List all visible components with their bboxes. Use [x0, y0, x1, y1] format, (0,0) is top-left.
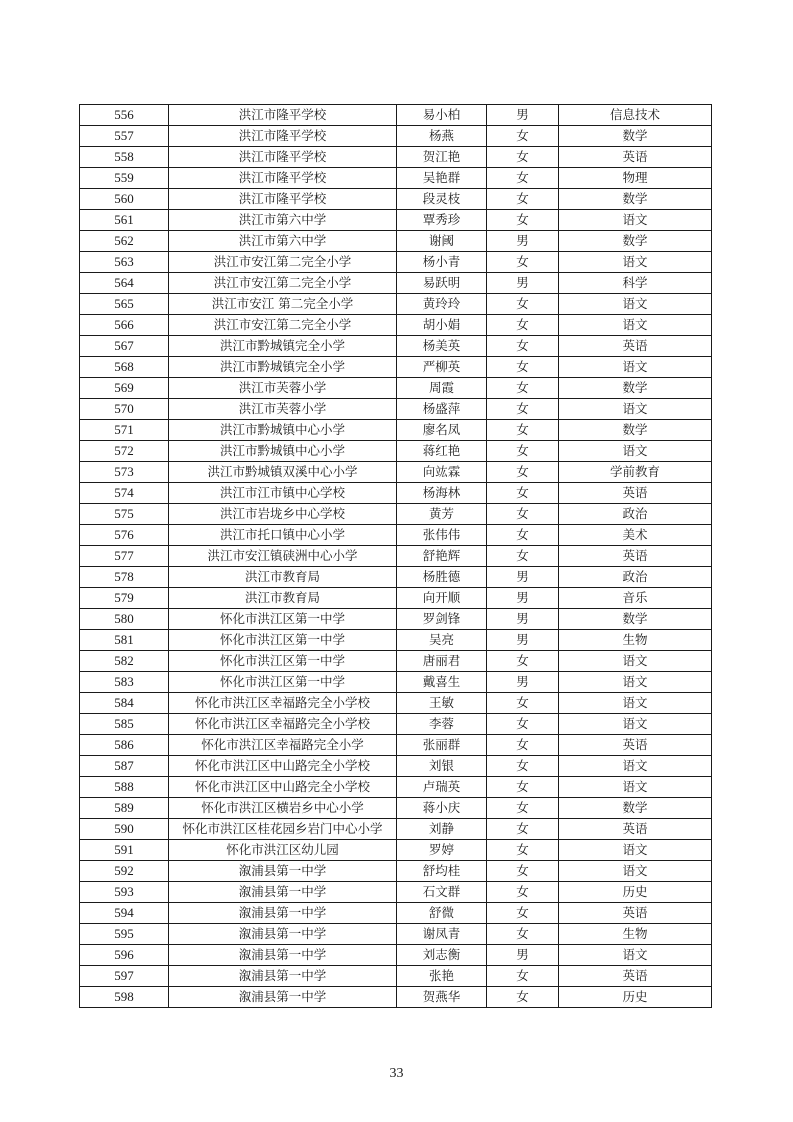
teacher-name-cell: 舒艳辉 [397, 546, 487, 567]
row-number-cell: 561 [80, 210, 169, 231]
subject-cell: 生物 [559, 630, 712, 651]
subject-cell: 英语 [559, 483, 712, 504]
subject-cell: 语文 [559, 672, 712, 693]
subject-cell: 英语 [559, 903, 712, 924]
teacher-name-cell: 谢凤青 [397, 924, 487, 945]
row-number-cell: 595 [80, 924, 169, 945]
table-row [80, 126, 712, 147]
subject-cell: 语文 [559, 210, 712, 231]
subject-cell: 英语 [559, 966, 712, 987]
subject-cell: 语文 [559, 252, 712, 273]
subject-cell: 音乐 [559, 588, 712, 609]
school-cell: 洪江市托口镇中心小学 [169, 525, 397, 546]
school-cell: 溆浦县第一中学 [169, 987, 397, 1008]
school-cell: 洪江市安江镇硖洲中心小学 [169, 546, 397, 567]
school-cell: 洪江市安江第二完全小学 [169, 252, 397, 273]
table-row [80, 609, 712, 630]
table-row [80, 525, 712, 546]
gender-cell: 女 [487, 210, 559, 231]
subject-cell: 语文 [559, 945, 712, 966]
table-row [80, 252, 712, 273]
teacher-name-cell: 蒋小庆 [397, 798, 487, 819]
row-number-cell: 586 [80, 735, 169, 756]
school-cell: 洪江市安江第二完全小学 [169, 273, 397, 294]
school-cell: 怀化市洪江区横岩乡中心小学 [169, 798, 397, 819]
subject-cell: 数学 [559, 609, 712, 630]
teacher-name-cell: 黄芳 [397, 504, 487, 525]
table-row [80, 987, 712, 1008]
gender-cell: 女 [487, 189, 559, 210]
teacher-name-cell: 段灵枝 [397, 189, 487, 210]
teacher-name-cell: 王敏 [397, 693, 487, 714]
teacher-name-cell: 刘志衡 [397, 945, 487, 966]
school-cell: 怀化市洪江区桂花园乡岩门中心小学 [169, 819, 397, 840]
row-number-cell: 596 [80, 945, 169, 966]
row-number-cell: 563 [80, 252, 169, 273]
teacher-name-cell: 杨盛萍 [397, 399, 487, 420]
gender-cell: 女 [487, 651, 559, 672]
row-number-cell: 585 [80, 714, 169, 735]
subject-cell: 数学 [559, 231, 712, 252]
gender-cell: 女 [487, 546, 559, 567]
gender-cell: 女 [487, 441, 559, 462]
subject-cell: 语文 [559, 441, 712, 462]
table-row [80, 819, 712, 840]
teacher-name-cell: 张伟伟 [397, 525, 487, 546]
row-number-cell: 571 [80, 420, 169, 441]
table-row [80, 441, 712, 462]
school-cell: 洪江市黔城镇中心小学 [169, 441, 397, 462]
school-cell: 洪江市隆平学校 [169, 147, 397, 168]
subject-cell: 语文 [559, 693, 712, 714]
subject-cell: 政治 [559, 567, 712, 588]
teacher-name-cell: 石文群 [397, 882, 487, 903]
teacher-name-cell: 易跃明 [397, 273, 487, 294]
school-cell: 溆浦县第一中学 [169, 861, 397, 882]
table-row [80, 861, 712, 882]
teacher-name-cell: 刘静 [397, 819, 487, 840]
gender-cell: 男 [487, 273, 559, 294]
row-number-cell: 575 [80, 504, 169, 525]
table-row [80, 735, 712, 756]
roster-table-body [80, 105, 712, 1008]
gender-cell: 女 [487, 714, 559, 735]
gender-cell: 女 [487, 693, 559, 714]
gender-cell: 女 [487, 861, 559, 882]
school-cell: 洪江市第六中学 [169, 231, 397, 252]
gender-cell: 女 [487, 924, 559, 945]
row-number-cell: 568 [80, 357, 169, 378]
teacher-name-cell: 舒均桂 [397, 861, 487, 882]
school-cell: 洪江市江市镇中心学校 [169, 483, 397, 504]
teacher-name-cell: 杨美英 [397, 336, 487, 357]
table-row [80, 651, 712, 672]
gender-cell: 男 [487, 231, 559, 252]
gender-cell: 女 [487, 777, 559, 798]
row-number-cell: 591 [80, 840, 169, 861]
teacher-name-cell: 周霞 [397, 378, 487, 399]
gender-cell: 女 [487, 399, 559, 420]
school-cell: 怀化市洪江区第一中学 [169, 630, 397, 651]
row-number-cell: 558 [80, 147, 169, 168]
gender-cell: 女 [487, 483, 559, 504]
row-number-cell: 589 [80, 798, 169, 819]
table-row [80, 315, 712, 336]
subject-cell: 英语 [559, 546, 712, 567]
school-cell: 洪江市隆平学校 [169, 126, 397, 147]
row-number-cell: 577 [80, 546, 169, 567]
table-row [80, 231, 712, 252]
school-cell: 怀化市洪江区幸福路完全小学 [169, 735, 397, 756]
subject-cell: 语文 [559, 294, 712, 315]
teacher-name-cell: 向竑霖 [397, 462, 487, 483]
table-row [80, 378, 712, 399]
teacher-name-cell: 吴艳群 [397, 168, 487, 189]
roster-table [79, 104, 712, 1008]
table-row [80, 756, 712, 777]
teacher-name-cell: 张艳 [397, 966, 487, 987]
teacher-name-cell: 易小柏 [397, 105, 487, 126]
row-number-cell: 580 [80, 609, 169, 630]
teacher-name-cell: 戴喜生 [397, 672, 487, 693]
row-number-cell: 582 [80, 651, 169, 672]
gender-cell: 男 [487, 945, 559, 966]
row-number-cell: 569 [80, 378, 169, 399]
row-number-cell: 584 [80, 693, 169, 714]
gender-cell: 女 [487, 168, 559, 189]
gender-cell: 女 [487, 903, 559, 924]
subject-cell: 语文 [559, 651, 712, 672]
school-cell: 怀化市洪江区第一中学 [169, 651, 397, 672]
row-number-cell: 570 [80, 399, 169, 420]
gender-cell: 女 [487, 252, 559, 273]
gender-cell: 女 [487, 357, 559, 378]
subject-cell: 政治 [559, 504, 712, 525]
teacher-name-cell: 杨小青 [397, 252, 487, 273]
table-row [80, 798, 712, 819]
school-cell: 洪江市教育局 [169, 588, 397, 609]
school-cell: 怀化市洪江区幸福路完全小学校 [169, 693, 397, 714]
table-row [80, 294, 712, 315]
table-row [80, 147, 712, 168]
row-number-cell: 557 [80, 126, 169, 147]
school-cell: 洪江市黔城镇完全小学 [169, 336, 397, 357]
subject-cell: 美术 [559, 525, 712, 546]
table-row [80, 714, 712, 735]
school-cell: 溆浦县第一中学 [169, 882, 397, 903]
row-number-cell: 565 [80, 294, 169, 315]
teacher-name-cell: 吴亮 [397, 630, 487, 651]
row-number-cell: 559 [80, 168, 169, 189]
teacher-name-cell: 蒋红艳 [397, 441, 487, 462]
table-row [80, 105, 712, 126]
gender-cell: 男 [487, 672, 559, 693]
row-number-cell: 587 [80, 756, 169, 777]
teacher-name-cell: 唐丽君 [397, 651, 487, 672]
table-row [80, 567, 712, 588]
subject-cell: 数学 [559, 126, 712, 147]
gender-cell: 女 [487, 882, 559, 903]
subject-cell: 数学 [559, 378, 712, 399]
school-cell: 溆浦县第一中学 [169, 903, 397, 924]
school-cell: 洪江市隆平学校 [169, 168, 397, 189]
subject-cell: 数学 [559, 420, 712, 441]
gender-cell: 女 [487, 987, 559, 1008]
gender-cell: 男 [487, 588, 559, 609]
subject-cell: 历史 [559, 882, 712, 903]
row-number-cell: 593 [80, 882, 169, 903]
row-number-cell: 579 [80, 588, 169, 609]
gender-cell: 男 [487, 105, 559, 126]
school-cell: 洪江市黔城镇双溪中心小学 [169, 462, 397, 483]
teacher-name-cell: 黄玲玲 [397, 294, 487, 315]
subject-cell: 语文 [559, 861, 712, 882]
school-cell: 怀化市洪江区中山路完全小学校 [169, 756, 397, 777]
teacher-name-cell: 向开顺 [397, 588, 487, 609]
row-number-cell: 598 [80, 987, 169, 1008]
gender-cell: 女 [487, 147, 559, 168]
row-number-cell: 566 [80, 315, 169, 336]
school-cell: 洪江市教育局 [169, 567, 397, 588]
teacher-name-cell: 杨胜德 [397, 567, 487, 588]
page-number: 33 [389, 1066, 404, 1081]
gender-cell: 女 [487, 294, 559, 315]
gender-cell: 女 [487, 819, 559, 840]
subject-cell: 学前教育 [559, 462, 712, 483]
school-cell: 洪江市安江 第二完全小学 [169, 294, 397, 315]
gender-cell: 女 [487, 420, 559, 441]
gender-cell: 女 [487, 462, 559, 483]
table-row [80, 273, 712, 294]
gender-cell: 男 [487, 630, 559, 651]
school-cell: 洪江市安江第二完全小学 [169, 315, 397, 336]
subject-cell: 英语 [559, 336, 712, 357]
gender-cell: 女 [487, 336, 559, 357]
school-cell: 洪江市隆平学校 [169, 105, 397, 126]
subject-cell: 语文 [559, 714, 712, 735]
table-row [80, 630, 712, 651]
subject-cell: 历史 [559, 987, 712, 1008]
table-row [80, 546, 712, 567]
row-number-cell: 556 [80, 105, 169, 126]
gender-cell: 女 [487, 735, 559, 756]
table-row [80, 693, 712, 714]
teacher-name-cell: 贺江艳 [397, 147, 487, 168]
teacher-name-cell: 严柳英 [397, 357, 487, 378]
table-row [80, 882, 712, 903]
table-row [80, 357, 712, 378]
school-cell: 洪江市第六中学 [169, 210, 397, 231]
gender-cell: 女 [487, 966, 559, 987]
school-cell: 溆浦县第一中学 [169, 966, 397, 987]
subject-cell: 信息技术 [559, 105, 712, 126]
gender-cell: 男 [487, 609, 559, 630]
row-number-cell: 560 [80, 189, 169, 210]
subject-cell: 数学 [559, 189, 712, 210]
teacher-name-cell: 杨海林 [397, 483, 487, 504]
school-cell: 洪江市岩垅乡中心学校 [169, 504, 397, 525]
table-row [80, 840, 712, 861]
gender-cell: 女 [487, 504, 559, 525]
row-number-cell: 562 [80, 231, 169, 252]
table-row [80, 924, 712, 945]
teacher-name-cell: 胡小娟 [397, 315, 487, 336]
school-cell: 溆浦县第一中学 [169, 924, 397, 945]
gender-cell: 女 [487, 756, 559, 777]
table-row [80, 483, 712, 504]
subject-cell: 语文 [559, 357, 712, 378]
row-number-cell: 590 [80, 819, 169, 840]
gender-cell: 女 [487, 525, 559, 546]
row-number-cell: 574 [80, 483, 169, 504]
table-row [80, 945, 712, 966]
table-row [80, 903, 712, 924]
row-number-cell: 567 [80, 336, 169, 357]
subject-cell: 语文 [559, 840, 712, 861]
teacher-name-cell: 舒微 [397, 903, 487, 924]
subject-cell: 科学 [559, 273, 712, 294]
row-number-cell: 588 [80, 777, 169, 798]
row-number-cell: 594 [80, 903, 169, 924]
table-row [80, 420, 712, 441]
gender-cell: 女 [487, 798, 559, 819]
subject-cell: 英语 [559, 735, 712, 756]
table-row [80, 399, 712, 420]
teacher-name-cell: 谢阈 [397, 231, 487, 252]
subject-cell: 语文 [559, 777, 712, 798]
table-row [80, 672, 712, 693]
row-number-cell: 572 [80, 441, 169, 462]
gender-cell: 女 [487, 840, 559, 861]
row-number-cell: 578 [80, 567, 169, 588]
school-cell: 怀化市洪江区中山路完全小学校 [169, 777, 397, 798]
school-cell: 洪江市黔城镇完全小学 [169, 357, 397, 378]
row-number-cell: 576 [80, 525, 169, 546]
subject-cell: 语文 [559, 399, 712, 420]
gender-cell: 女 [487, 315, 559, 336]
school-cell: 怀化市洪江区幸福路完全小学校 [169, 714, 397, 735]
teacher-name-cell: 杨燕 [397, 126, 487, 147]
subject-cell: 生物 [559, 924, 712, 945]
teacher-name-cell: 李蓉 [397, 714, 487, 735]
subject-cell: 英语 [559, 819, 712, 840]
table-row [80, 966, 712, 987]
table-row [80, 168, 712, 189]
row-number-cell: 597 [80, 966, 169, 987]
teacher-name-cell: 覃秀珍 [397, 210, 487, 231]
gender-cell: 男 [487, 567, 559, 588]
row-number-cell: 564 [80, 273, 169, 294]
gender-cell: 女 [487, 126, 559, 147]
subject-cell: 语文 [559, 756, 712, 777]
school-cell: 洪江市隆平学校 [169, 189, 397, 210]
row-number-cell: 592 [80, 861, 169, 882]
teacher-name-cell: 刘银 [397, 756, 487, 777]
teacher-name-cell: 罗婷 [397, 840, 487, 861]
teacher-name-cell: 罗剑锋 [397, 609, 487, 630]
table-row [80, 189, 712, 210]
table-row [80, 210, 712, 231]
school-cell: 洪江市芙蓉小学 [169, 378, 397, 399]
teacher-name-cell: 廖名凤 [397, 420, 487, 441]
row-number-cell: 581 [80, 630, 169, 651]
row-number-cell: 583 [80, 672, 169, 693]
subject-cell: 英语 [559, 147, 712, 168]
teacher-name-cell: 卢瑞英 [397, 777, 487, 798]
table-row [80, 777, 712, 798]
school-cell: 洪江市芙蓉小学 [169, 399, 397, 420]
subject-cell: 语文 [559, 315, 712, 336]
table-row [80, 336, 712, 357]
school-cell: 怀化市洪江区第一中学 [169, 672, 397, 693]
subject-cell: 数学 [559, 798, 712, 819]
school-cell: 怀化市洪江区第一中学 [169, 609, 397, 630]
table-row [80, 588, 712, 609]
school-cell: 溆浦县第一中学 [169, 945, 397, 966]
school-cell: 怀化市洪江区幼儿园 [169, 840, 397, 861]
teacher-name-cell: 张丽群 [397, 735, 487, 756]
row-number-cell: 573 [80, 462, 169, 483]
teacher-name-cell: 贺燕华 [397, 987, 487, 1008]
gender-cell: 女 [487, 378, 559, 399]
school-cell: 洪江市黔城镇中心小学 [169, 420, 397, 441]
table-row [80, 504, 712, 525]
subject-cell: 物理 [559, 168, 712, 189]
table-row [80, 462, 712, 483]
